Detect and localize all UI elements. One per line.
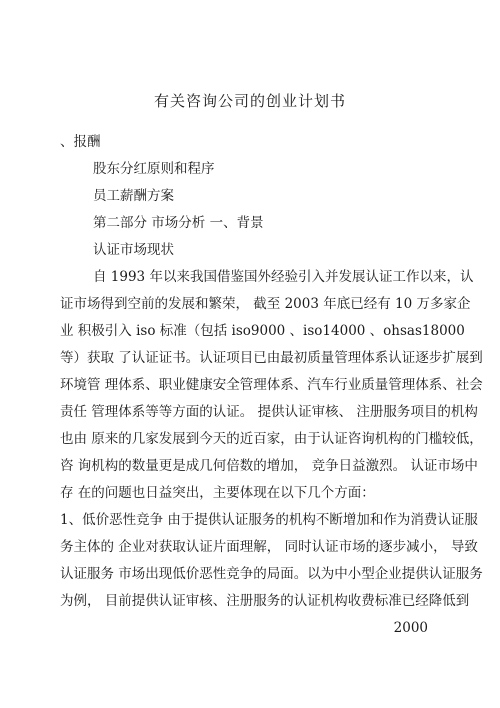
item-dividend: 股东分红原则和程序: [93, 161, 215, 177]
para1-line: 也由 原来的几家发展到今天的近百家，由于认证咨询机构的门槛较低，: [60, 431, 483, 447]
document-title: 有关咨询公司的创业计划书: [153, 92, 346, 110]
para2-line: 为例， 目前提供认证审核、注册服务的认证机构收费标准已经降低到: [60, 593, 470, 609]
page-end-number: 2000: [393, 620, 428, 636]
para2-line: 认证服务 市场出现低价恶性竞争的局面。以为中小型企业提供认证服务: [60, 566, 483, 582]
heading-reward: 、报酬: [60, 134, 101, 150]
para1-line: 业 积极引入 iso 标准（包括 iso9000 、iso14000 、ohsas18000: [60, 323, 465, 339]
subheading-cert-market: 认证市场现状: [93, 242, 174, 258]
para2-line: 1、低价恶性竞争 由于提供认证服务的机构不断增加和作为消费认证服: [60, 512, 478, 528]
para1-line: 自 1993 年以来我国借鉴国外经验引入并发展认证工作以来，认: [93, 269, 474, 285]
para1-line: 责任 管理体系等等方面的认证。 提供认证审核、 注册服务项目的机构: [60, 404, 478, 420]
item-salary: 员工薪酬方案: [93, 188, 174, 204]
para2-line: 务主体的 企业对获取认证片面理解， 同时认证市场的逐步减小， 导致: [60, 539, 478, 555]
section-heading: 第二部分 市场分析 一、背景: [93, 215, 264, 231]
para1-line: 环境管 理体系、职业健康安全管理体系、汽车行业质量管理体系、社会: [60, 377, 483, 393]
para1-line: 证市场得到空前的发展和繁荣， 截至 2003 年底已经有 10 万多家企: [60, 296, 471, 312]
para1-line: 咨 询机构的数量更是成几何倍数的增加， 竞争日益激烈。 认证市场中: [60, 458, 478, 474]
para1-line: 存 在的问题也日益突出，主要体现在以下几个方面：: [60, 485, 375, 501]
para1-line: 等）获取 了认证证书。认证项目已由最初质量管理体系认证逐步扩展到: [60, 350, 483, 366]
